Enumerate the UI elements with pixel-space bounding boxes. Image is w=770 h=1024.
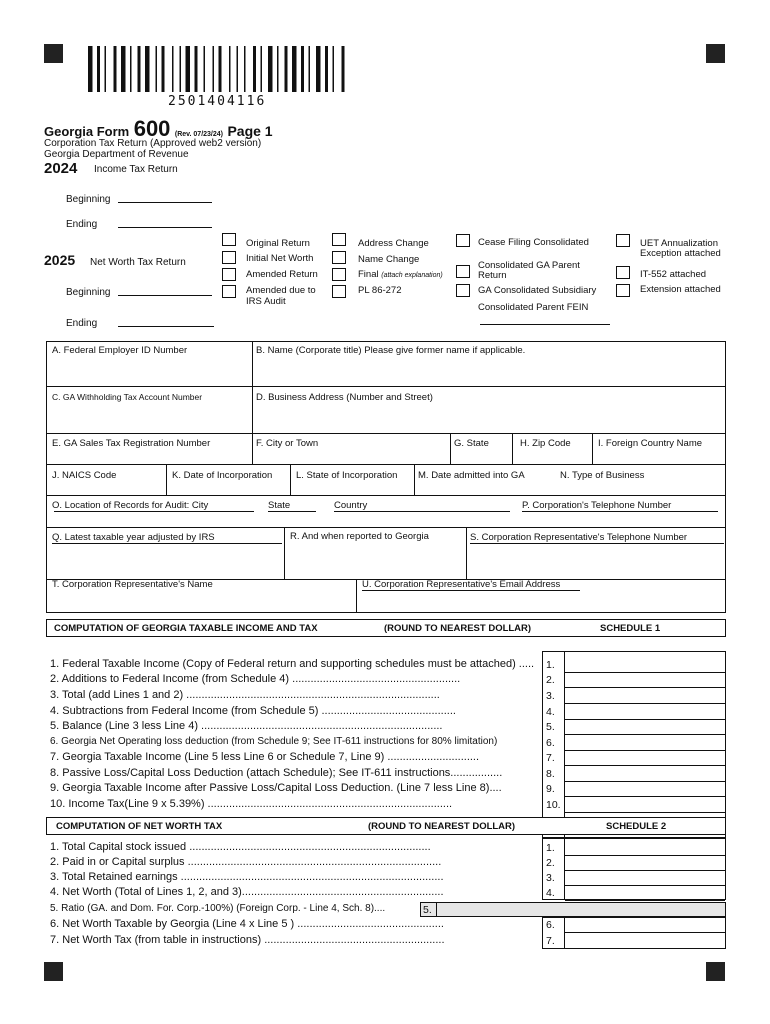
schedule-2-line-5: 5. Ratio (GA. and Dom. For. Corp.-100%) (Foreign Corp. - Line 4, Sch. 8).... — [50, 903, 386, 914]
name-change-label: Name Change — [358, 254, 420, 265]
schedule-1-box-number: 2. — [546, 674, 555, 686]
barcode-bar — [316, 46, 321, 92]
field-b-label: B. Name (Corporate title) Please give former name if applicable. — [256, 345, 526, 356]
subtitle-corporation: Corporation Tax Return (Approved web2 version) — [44, 138, 262, 149]
schedule-2-amount-input-1[interactable] — [565, 841, 725, 856]
barcode-bar — [292, 46, 297, 92]
income-beginning-label: Beginning — [66, 194, 111, 205]
income-ending-field[interactable] — [118, 227, 212, 228]
barcode-bar — [121, 46, 126, 92]
consolidated-parent-fein-label: Consolidated Parent FEIN — [478, 302, 589, 313]
subtitle-department: Georgia Department of Revenue — [44, 149, 189, 160]
field-e-label: E. GA Sales Tax Registration Number — [52, 438, 211, 449]
address-change-label: Address Change — [358, 238, 429, 249]
schedule-1-box-number: 7. — [546, 752, 555, 764]
it-552-label: IT-552 attached — [640, 269, 707, 280]
schedule-1-amount-input-7[interactable] — [565, 751, 725, 766]
original-return-label: Original Return — [246, 238, 310, 249]
schedule-1-amount-input-3[interactable] — [565, 689, 725, 704]
schedule-1-amount-input-5[interactable] — [565, 720, 725, 735]
schedule-1-amount-input-6[interactable] — [565, 736, 725, 751]
schedule-1-amount-input-10[interactable] — [565, 798, 725, 813]
barcode-bar — [145, 46, 150, 92]
schedule-2-box-number: 7. — [546, 935, 555, 947]
barcode-bar — [172, 46, 174, 92]
barcode-bar — [138, 46, 141, 92]
registration-mark-top-right — [706, 44, 725, 63]
barcode-bar — [162, 46, 165, 92]
field-h-label: H. Zip Code — [520, 438, 571, 449]
schedule-2-label: SCHEDULE 2 — [606, 821, 667, 832]
amended-irs-audit-checkbox[interactable] — [222, 285, 236, 298]
networth-year: 2025 — [44, 252, 76, 268]
extension-attached-checkbox[interactable] — [616, 284, 630, 297]
extension-attached-label: Extension attached — [640, 284, 721, 295]
ga-consolidated-subsidiary-label: GA Consolidated Subsidiary — [478, 285, 597, 296]
schedule-1-box-number: 1. — [546, 659, 555, 671]
field-l-label: L. State of Incorporation — [296, 470, 398, 481]
schedule-2-line-3: 3. Total Retained earnings ...................................................................................... — [50, 871, 444, 883]
barcode-bar — [130, 46, 132, 92]
field-c-label: C. GA Withholding Tax Account Number — [52, 392, 203, 402]
consolidated-return-label: Return — [478, 270, 507, 281]
schedule-1-box-number: 9. — [546, 783, 555, 795]
barcode-bar — [105, 46, 107, 92]
it-552-checkbox[interactable] — [616, 266, 630, 279]
schedule-2-box-number: 2. — [546, 857, 555, 869]
schedule-1-line-6: 6. Georgia Net Operating loss deduction (from Schedule 9; See IT-611 instructions for 80% limitation) — [50, 736, 498, 747]
field-i-label: I. Foreign Country Name — [598, 438, 703, 449]
field-u-label: U. Corporation Representative's Email Address — [362, 579, 561, 590]
networth-ending-label: Ending — [66, 318, 98, 329]
amended-return-checkbox[interactable] — [222, 268, 236, 281]
field-o-country-label: Country — [334, 500, 368, 511]
barcode-bar — [195, 46, 198, 92]
barcode-bar — [88, 46, 93, 92]
uet-annualization-label: UET Annualization — [640, 238, 718, 249]
name-change-checkbox[interactable] — [332, 251, 346, 264]
barcode-bar — [186, 46, 191, 92]
federal-employer-id-input[interactable] — [48, 356, 250, 384]
initial-net-worth-label: Initial Net Worth — [246, 253, 314, 264]
schedule-1-line-3: 3. Total (add Lines 1 and 2) ................................................................................... — [50, 689, 440, 701]
registration-mark-bottom-right — [706, 962, 725, 981]
schedule-1-box-number: 3. — [546, 690, 555, 702]
schedule-1-box-number: 5. — [546, 721, 555, 733]
schedule-2-box-number: 1. — [546, 842, 555, 854]
barcode-bar — [219, 46, 222, 92]
schedule-1-line-10: 10. Income Tax(Line 9 x 5.39%) ................................................................................ — [50, 798, 453, 810]
schedule-1-amount-input-4[interactable] — [565, 705, 725, 720]
field-o-label: O. Location of Records for Audit: City — [52, 500, 209, 511]
barcode-bar — [229, 46, 231, 92]
schedule-1-line-9: 9. Georgia Taxable Income after Passive Loss/Capital Loss Deduction. (Line 7 less Line 8).... — [50, 782, 502, 794]
schedule-2-amount-input-7[interactable] — [565, 934, 725, 949]
networth-beginning-label: Beginning — [66, 287, 111, 298]
barcode-bar — [156, 46, 158, 92]
barcode-bar — [237, 46, 239, 92]
barcode-bar — [333, 46, 335, 92]
schedule-1-box-number: 10. — [546, 799, 561, 811]
consolidated-ga-parent-checkbox[interactable] — [456, 265, 470, 278]
field-j-label: J. NAICS Code — [52, 470, 117, 481]
income-tax-return-label: Income Tax Return — [94, 164, 178, 175]
schedule-2-line-2: 2. Paid in or Capital surplus ................................................................................... — [50, 856, 442, 868]
field-s-label: S. Corporation Representative's Telephone Number — [470, 532, 688, 543]
initial-net-worth-checkbox[interactable] — [222, 251, 236, 264]
schedule-2-amount-input-6[interactable] — [565, 918, 725, 933]
cease-filing-label: Cease Filing Consolidated — [478, 237, 589, 248]
barcode — [88, 46, 346, 94]
schedule-1-line-1: 1. Federal Taxable Income (Copy of Federal return and supporting schedules must be attached) ..... — [50, 658, 535, 670]
schedule-2-box-number: 3. — [546, 872, 555, 884]
field-n-label: N. Type of Business — [560, 470, 645, 481]
barcode-bar — [97, 46, 100, 92]
field-t-label: T. Corporation Representative's Name — [52, 579, 213, 590]
schedule-1-line-7: 7. Georgia Taxable Income (Line 5 less Line 6 or Schedule 7, Line 9) .............................. — [50, 751, 480, 763]
barcode-bar — [261, 46, 263, 92]
schedule-2-box-number: 6. — [546, 919, 555, 931]
schedule-2-box-number: 4. — [546, 887, 555, 899]
ga-consolidated-subsidiary-checkbox[interactable] — [456, 284, 470, 297]
pl-86-272-checkbox[interactable] — [332, 285, 346, 298]
field-k-label: K. Date of Incorporation — [172, 470, 273, 481]
schedule-1-line-5: 5. Balance (Line 3 less Line 4) ............................................................................... — [50, 720, 443, 732]
field-p-label: P. Corporation's Telephone Number — [522, 500, 672, 511]
barcode-bar — [277, 46, 279, 92]
schedule-1-line-4: 4. Subtractions from Federal Income (from Schedule 5) ............................................ — [50, 705, 456, 717]
barcode-bar — [285, 46, 288, 92]
amended-return-label: Amended Return — [246, 269, 318, 280]
schedule-2-line-6: 6. Net Worth Taxable by Georgia (Line 4 x Line 5 ) ................................................ — [50, 918, 444, 930]
schedule-1-title: COMPUTATION OF GEORGIA TAXABLE INCOME AND TAX — [54, 623, 318, 634]
registration-mark-bottom-left — [44, 962, 63, 981]
field-q-label: Q. Latest taxable year adjusted by IRS — [52, 532, 215, 543]
net-worth-return-label: Net Worth Tax Return — [90, 257, 186, 268]
registration-mark-top-left — [44, 44, 63, 63]
schedule-1-label: SCHEDULE 1 — [600, 623, 661, 634]
schedule-1-box-number: 6. — [546, 737, 555, 749]
uet-annualization-checkbox[interactable] — [616, 234, 630, 247]
barcode-bar — [213, 46, 215, 92]
barcode-bar — [114, 46, 117, 92]
field-a-label: A. Federal Employer ID Number — [52, 345, 188, 356]
field-g-label: G. State — [454, 438, 489, 449]
schedule-1-amount-input-8[interactable] — [565, 767, 725, 782]
schedule-2-amount-input-2[interactable] — [565, 856, 725, 871]
barcode-number: 2501404116 — [168, 94, 267, 109]
schedule-2-line-7: 7. Net Worth Tax (from table in instructions) ........................................................... — [50, 934, 445, 946]
schedule-1-round: (ROUND TO NEAREST DOLLAR) — [384, 623, 532, 634]
schedule-1-amount-input-2[interactable] — [565, 673, 725, 688]
schedule-1-amount-input-9[interactable] — [565, 782, 725, 797]
form-title: Georgia Form 600 (Rev. 07/23/24) Page 1 — [44, 116, 273, 141]
field-d-label: D. Business Address (Number and Street) — [256, 392, 433, 403]
schedule-2-amount-input-4[interactable] — [565, 886, 725, 901]
exception-attached-label: Exception attached — [640, 248, 721, 259]
address-change-checkbox[interactable] — [332, 233, 346, 246]
barcode-bar — [325, 46, 328, 92]
business-address-input[interactable] — [254, 404, 724, 432]
pl-86-272-label: PL 86-272 — [358, 285, 402, 296]
networth-ending-field[interactable] — [118, 326, 214, 327]
barcode-bar — [309, 46, 311, 92]
barcode-bar — [204, 46, 206, 92]
irs-audit-label: IRS Audit — [246, 296, 286, 307]
corporate-name-input[interactable] — [254, 356, 724, 384]
income-ending-label: Ending — [66, 219, 98, 230]
amended-due-to-label: Amended due to — [246, 285, 316, 296]
income-beginning-field[interactable] — [118, 202, 212, 203]
field-m-label: M. Date admitted into GA — [418, 470, 525, 481]
networth-beginning-field[interactable] — [118, 295, 212, 296]
cease-filing-consolidated-checkbox[interactable] — [456, 234, 470, 247]
schedule-2-amount-input-3[interactable] — [565, 871, 725, 886]
ratio-input[interactable] — [420, 902, 726, 917]
barcode-bar — [301, 46, 304, 92]
barcode-bar — [253, 46, 256, 92]
schedule-1-amount-input-1[interactable] — [565, 658, 725, 673]
final-return-label: Final (attach explanation) — [358, 269, 443, 280]
consolidated-ga-parent-label: Consolidated GA Parent — [478, 260, 580, 271]
barcode-bar — [268, 46, 273, 92]
schedule-1-line-2: 2. Additions to Federal Income (from Schedule 4) ....................................................... — [50, 673, 461, 685]
schedule-2-line-1: 1. Total Capital stock issued ............................................................................... — [50, 841, 431, 853]
barcode-bar — [180, 46, 182, 92]
schedule-1-line-8: 8. Passive Loss/Capital Loss Deduction (attach Schedule); See IT-611 instructions................. — [50, 767, 503, 779]
original-return-checkbox[interactable] — [222, 233, 236, 246]
field-r-label: R. And when reported to Georgia — [290, 531, 429, 542]
income-year: 2024 — [44, 160, 78, 177]
schedule-1-box-number: 8. — [546, 768, 555, 780]
consolidated-parent-fein-field[interactable] — [480, 324, 610, 325]
schedule-2-line-4: 4. Net Worth (Total of Lines 1, 2, and 3).................................................................. — [50, 886, 444, 898]
barcode-bar — [342, 46, 345, 92]
field-f-label: F. City or Town — [256, 438, 319, 449]
schedule-2-title: COMPUTATION OF NET WORTH TAX — [56, 821, 223, 832]
final-return-checkbox[interactable] — [332, 268, 346, 281]
ga-withholding-input[interactable] — [48, 404, 250, 432]
schedule-2-box-number: 5. — [423, 904, 432, 916]
schedule-2-round: (ROUND TO NEAREST DOLLAR) — [368, 821, 516, 832]
schedule-1-box-number: 4. — [546, 706, 555, 718]
barcode-bar — [244, 46, 246, 92]
field-o-state-label: State — [268, 500, 291, 511]
